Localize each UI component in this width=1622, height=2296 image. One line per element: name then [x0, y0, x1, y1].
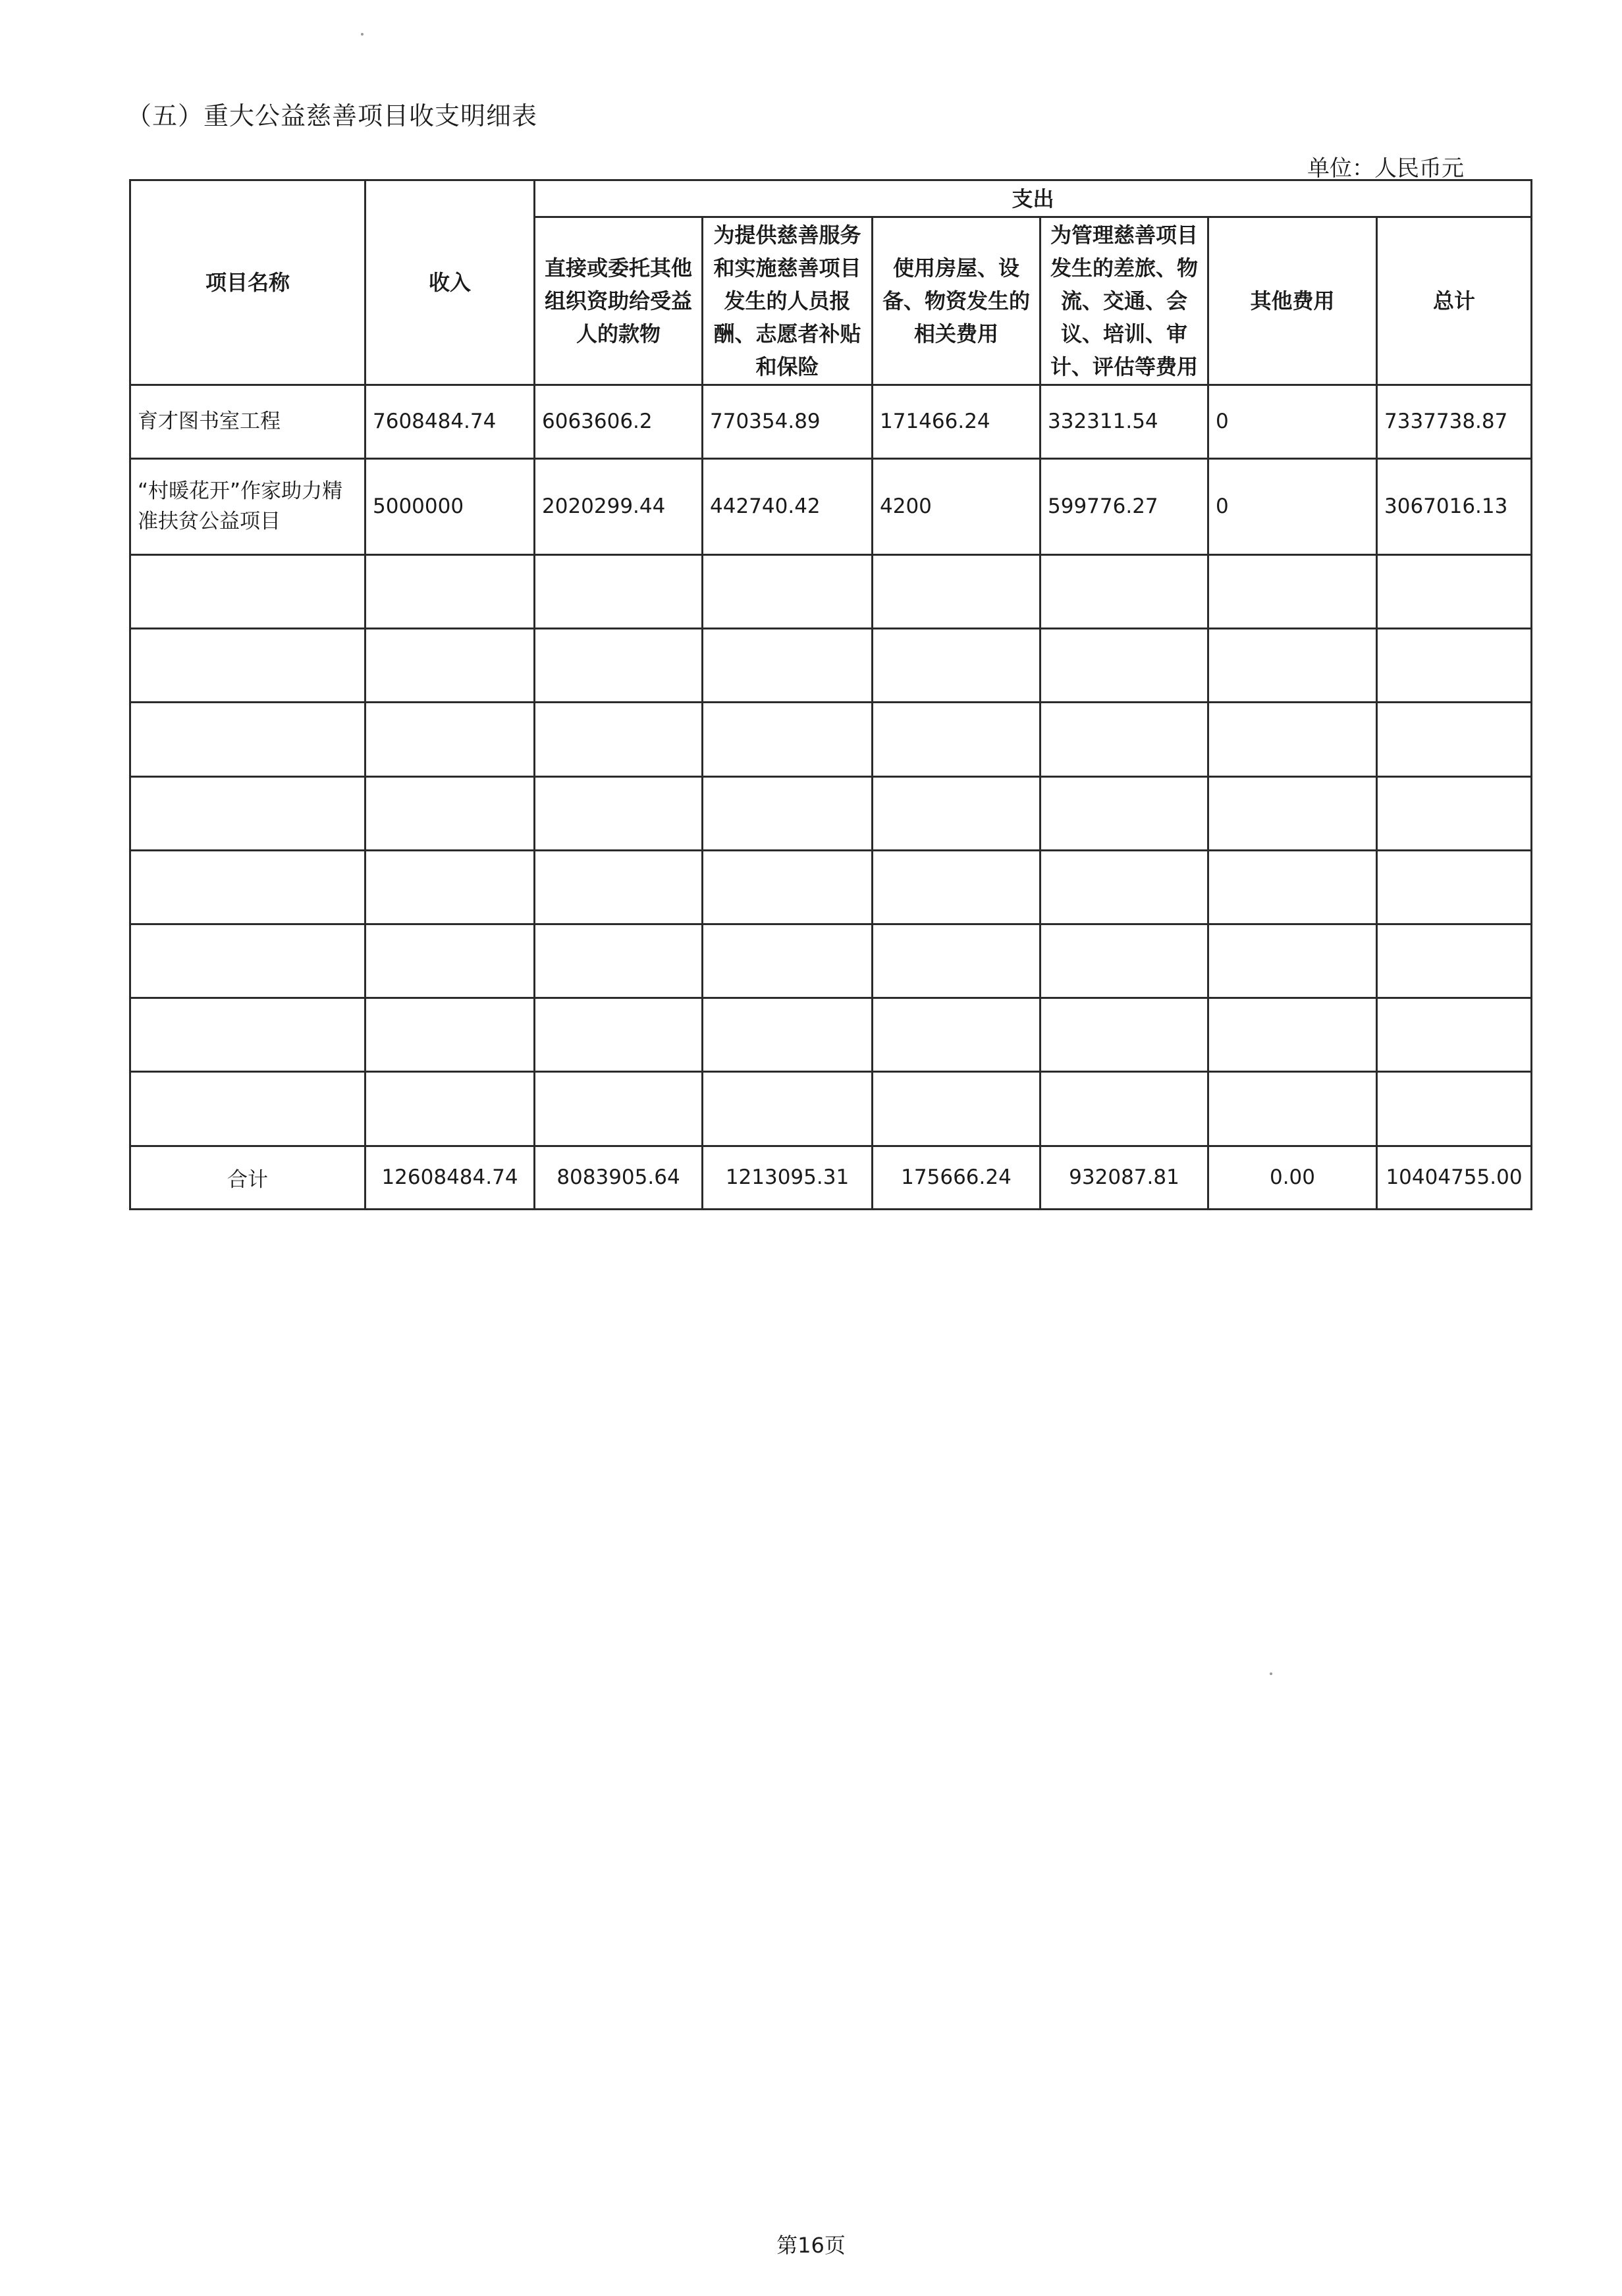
header-col-management: 为管理慈善项目发生的差旅、物流、交通、会议、培训、审计、评估等费用: [1041, 217, 1208, 385]
header-expense: 支出: [535, 180, 1532, 217]
row-v5: 0: [1208, 385, 1377, 458]
row-name: 育才图书室工程: [130, 385, 365, 458]
page-title: （五）重大公益慈善项目收支明细表: [126, 101, 538, 130]
unit-label: 单位：人民币元: [1307, 155, 1464, 182]
table-row: [130, 458, 1532, 554]
scan-speck: [1270, 1672, 1272, 1675]
total-row: [130, 1146, 1532, 1209]
row-v2: 442740.42: [703, 458, 873, 554]
row-v1: 2020299.44: [535, 458, 703, 554]
header-col-total: 总计: [1377, 217, 1532, 385]
row-income: 7608484.74: [365, 385, 535, 458]
row-total: 3067016.13: [1377, 458, 1532, 554]
empty-row: [130, 555, 1532, 629]
empty-row: [130, 629, 1532, 703]
row-v4: 332311.54: [1041, 385, 1208, 458]
header-project-name: 项目名称: [130, 180, 365, 385]
row-v1: 6063606.2: [535, 385, 703, 458]
row-income: 5000000: [365, 458, 535, 554]
header-income: 收入: [365, 180, 535, 385]
header-col-direct-aid: 直接或委托其他组织资助给受益人的款物: [535, 217, 703, 385]
empty-row: [130, 924, 1532, 998]
header-col-facilities: 使用房屋、设备、物资发生的相关费用: [873, 217, 1041, 385]
row-v3: 4200: [873, 458, 1041, 554]
header-col-other: 其他费用: [1208, 217, 1377, 385]
empty-row: [130, 776, 1532, 850]
table-row: [130, 385, 1532, 458]
empty-row: [130, 998, 1532, 1072]
expense-table: [129, 179, 1530, 1210]
row-v5: 0: [1208, 458, 1377, 554]
total-v3: 175666.24: [873, 1146, 1041, 1209]
row-v4: 599776.27: [1041, 458, 1208, 554]
total-income: 12608484.74: [365, 1146, 535, 1209]
scan-speck: [361, 33, 364, 36]
empty-row: [130, 1072, 1532, 1146]
empty-row: [130, 850, 1532, 924]
row-v3: 171466.24: [873, 385, 1041, 458]
row-total: 7337738.87: [1377, 385, 1532, 458]
header-col-personnel: 为提供慈善服务和实施慈善项目发生的人员报酬、志愿者补贴和保险: [703, 217, 873, 385]
total-v1: 8083905.64: [535, 1146, 703, 1209]
total-label: 合计: [130, 1146, 365, 1209]
total-sum: 10404755.00: [1377, 1146, 1532, 1209]
row-v2: 770354.89: [703, 385, 873, 458]
row-name: “村暖花开”作家助力精准扶贫公益项目: [130, 458, 365, 554]
page-number: 第16页: [776, 2233, 846, 2258]
total-v5: 0.00: [1208, 1146, 1377, 1209]
empty-row: [130, 703, 1532, 776]
total-v4: 932087.81: [1041, 1146, 1208, 1209]
total-v2: 1213095.31: [703, 1146, 873, 1209]
